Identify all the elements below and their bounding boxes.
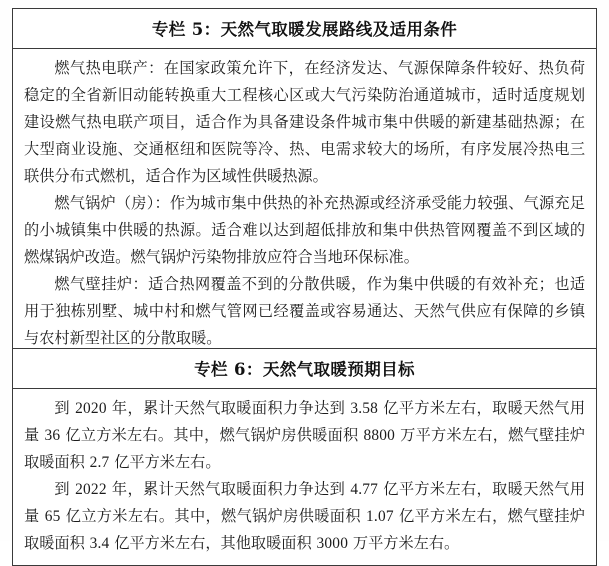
callout-box-5 [12, 8, 597, 361]
numeral: 6 [234, 360, 246, 379]
numeral: 36 [44, 427, 61, 444]
numeral: 5 [191, 20, 204, 39]
numeral: 8800 [363, 427, 396, 444]
callout-box-6-paragraph-1: 到 2020 年，累计天然气取暖面积力争达到 3.58 亿平方米左右，取暖天然气用量 36 亿立方米左右。其中，燃气锅炉房供暖面积 8800 万平方米左右，燃气壁挂炉取暖面积 2.7 亿平方米左右。 [24, 399, 586, 471]
callout-box-5-paragraph-2: 燃气锅炉（房）：作为城市集中供热的补充热源或经济承受能力较强、气源充足的小城镇集中供暖的热源。适合难以达到超低排放和集中供热管网覆盖不到区域的燃煤锅炉改造。燃气锅炉污染物排放应符合当地环保标准。 [24, 194, 585, 266]
callout-box-6 [12, 348, 597, 566]
callout-box-6-body [13, 389, 596, 565]
callout-box-6-paragraph-2: 到 2022 年，累计天然气取暖面积力争达到 4.77 亿平方米左右，取暖天然气用量 65 亿立方米左右。其中，燃气锅炉房供暖面积 1.07 亿平方米左右，燃气壁挂炉取暖面积 3.4 亿平方米左右，其他取暖面积 3000 万平方米左右。 [24, 480, 586, 552]
callout-box-5-paragraph-1: 燃气热电联产：在国家政策允许下，在经济发达、气源保障条件较好、热负荷稳定的全省新旧动能转换重大工程核心区或大气污染防治通道城市，适时适度规划建设燃气热电联产项目，适合作为具备建设条件城市集中供暖的新建基础热源；在大型商业设施、交通枢纽和医院等冷、热、电需求较大的场所，有序发展冷热电三联供分布式燃机，适合作为区域性供暖热源。 [24, 59, 585, 185]
callout-box-5-body [13, 49, 596, 360]
callout-box-5-header: 专栏 5：天然气取暖发展路线及适用条件 [13, 9, 596, 49]
numeral: 2020 [75, 400, 107, 417]
callout-box-5-paragraph-3: 燃气壁挂炉：适合热网覆盖不到的分散供暖，作为集中供暖的有效补充；也适用于独栋别墅、城中村和燃气管网已经覆盖或容易通达、天然气供应有保障的乡镇与农村新型社区的分散取暖。 [24, 275, 585, 347]
numeral: 1.07 [366, 508, 394, 525]
callout-box-6-header: 专栏 6：天然气取暖预期目标 [13, 349, 596, 389]
numeral: 3000 [316, 535, 349, 552]
numeral: 2.7 [89, 454, 110, 471]
numeral: 2022 [75, 481, 107, 498]
numeral: 65 [44, 508, 61, 525]
numeral: 4.77 [350, 481, 379, 498]
numeral: 3.58 [350, 400, 379, 417]
numeral: 3.4 [89, 535, 110, 552]
